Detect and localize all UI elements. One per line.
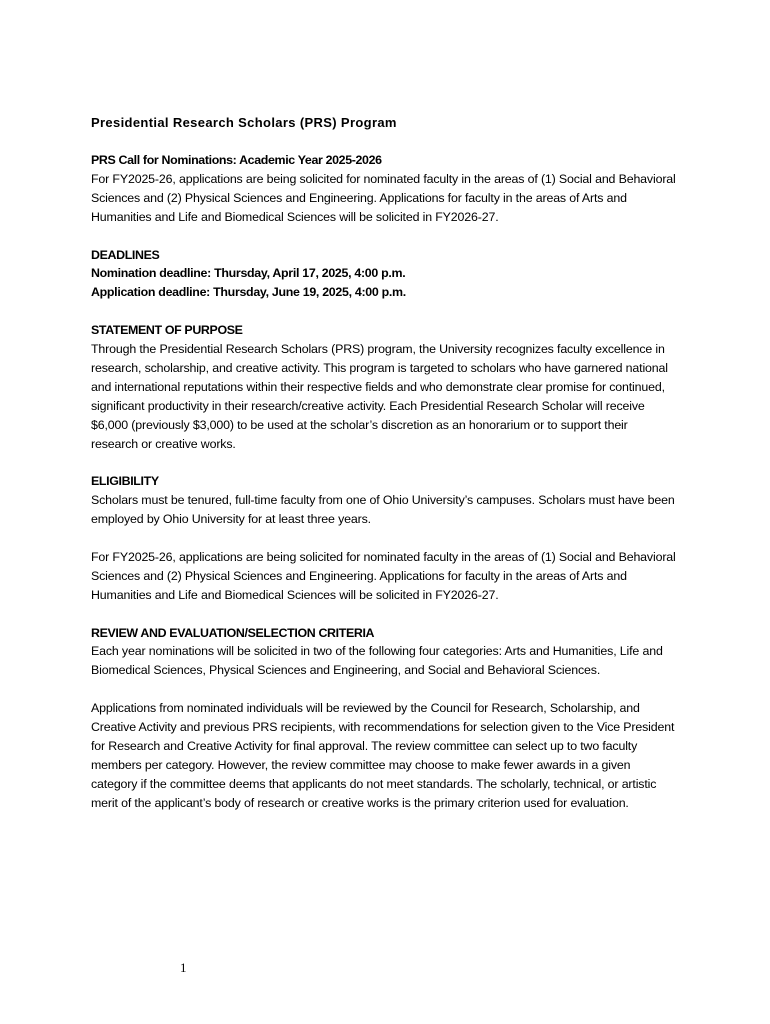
review-paragraph-2: Applications from nominated individuals will be reviewed by the Council for Research, Scholarship, and Creative Activity and previous PRS recipients, with recommendations for selection given to the Vice President for Research and Creative Activity for final approval. The review committee can select up to two faculty members per category. However, the review committee may choose to make fewer awards in a given category if the committee deems that applicants do not meet standards. The scholarly, technical, or artistic merit of the applicant’s body of research or creative works is the primary criterion used for evaluation.: [91, 701, 675, 810]
deadlines-heading: DEADLINES: [91, 247, 160, 262]
document-title: Presidential Research Scholars (PRS) Program: [91, 115, 397, 130]
call-heading: PRS Call for Nominations: Academic Year 2025-2026: [91, 153, 382, 167]
eligibility-paragraph: Scholars must be tenured, full-time faculty from one of Ohio University’s campuses. Scholars must have been employed by Ohio University for at least three years.: [91, 493, 675, 527]
nomination-deadline: Nomination deadline: Thursday, April 17, 2025, 4:00 p.m.: [91, 266, 406, 281]
spacer: [91, 302, 676, 321]
spacer: [91, 529, 676, 548]
review-paragraph: Each year nominations will be solicited in two of the following four categories: Arts and Humanities, Life and Biomedical Sciences, Physical Sciences and Engineering, and Social and Behavioral Sciences.: [91, 644, 663, 678]
document-body: [91, 113, 676, 813]
spacer: [91, 680, 676, 699]
spacer: [91, 227, 676, 246]
spacer: [91, 605, 676, 624]
purpose-heading: STATEMENT OF PURPOSE: [91, 323, 243, 338]
page-number: 1: [180, 960, 187, 975]
review-heading: REVIEW AND EVALUATION/SELECTION CRITERIA: [91, 625, 375, 640]
eligibility-heading: ELIGIBILITY: [91, 474, 159, 489]
call-paragraph: For FY2025-26, applications are being solicited for nominated faculty in the areas of (1) Social and Behavioral Sciences and (2) Physical Sciences and Engineering. Applications for faculty in the areas of Arts and Humanities and Life and Biomedical Sciences will be solicited in FY2026-27.: [91, 171, 676, 224]
purpose-paragraph: Through the Presidential Research Scholars (PRS) program, the University recognizes faculty excellence in research, scholarship, and creative activity. This program is targeted to scholars who have garnered national and international reputations within their respective fields and who demonstrate clear promise for continued, significant productivity in their research/creative activity. Each Presidential Research Scholar will receive $6,000 (previously $3,000) to be used at the scholar’s discretion as an honorarium or to support their research or creative works.: [91, 342, 668, 451]
eligibility-paragraph-2: For FY2025-26, applications are being solicited for nominated faculty in the areas of (1) Social and Behavioral Sciences and (2) Physical Sciences and Engineering. Applications for faculty in the areas of Arts and Humanities and Life and Biomedical Sciences will be solicited in FY2026-27.: [91, 549, 676, 602]
spacer: [91, 453, 676, 472]
application-deadline: Application deadline: Thursday, June 19, 2025, 4:00 p.m.: [91, 285, 406, 300]
